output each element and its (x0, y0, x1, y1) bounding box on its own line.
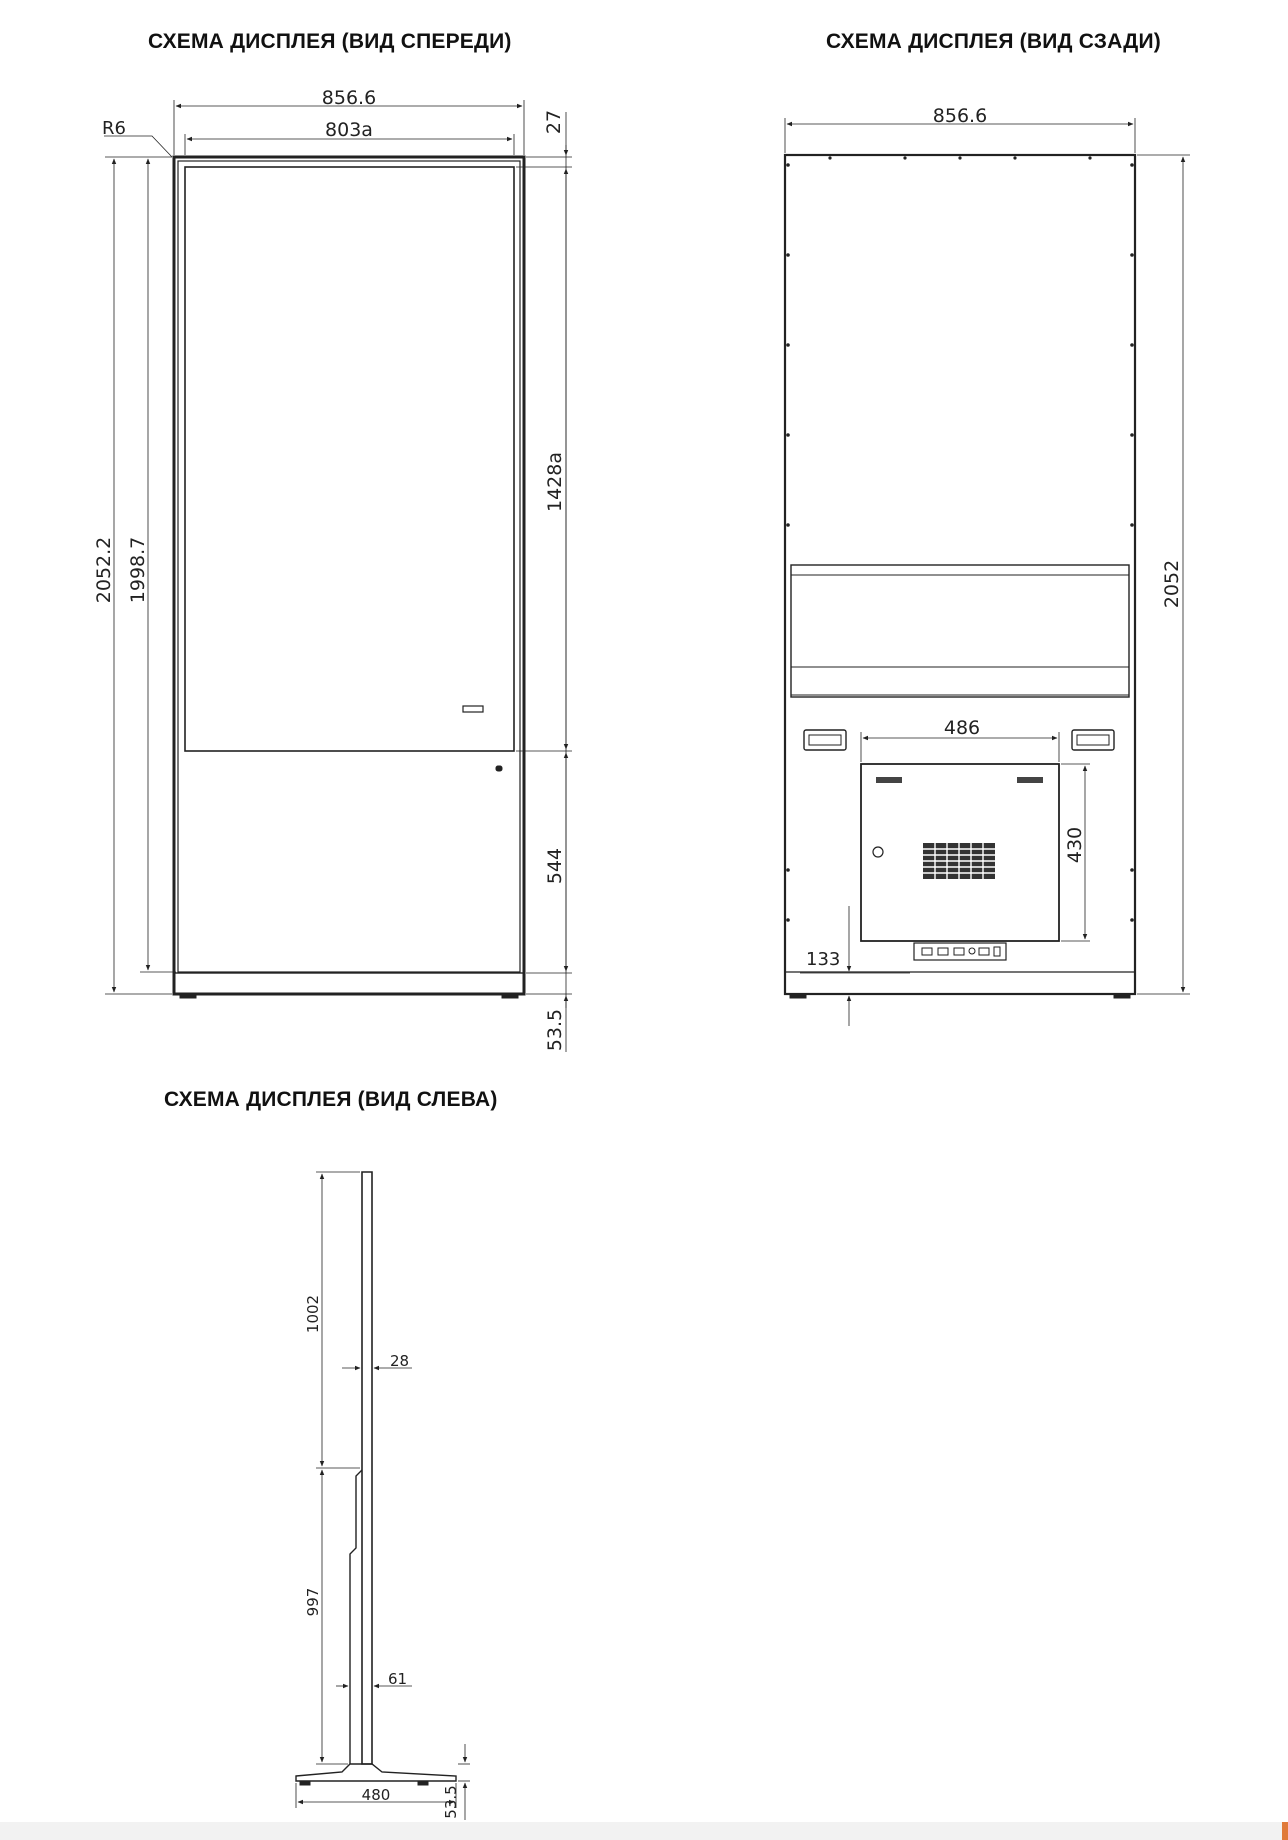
front-view (104, 100, 572, 1052)
back-box-height-label: 430 (1064, 826, 1086, 864)
front-height-total-label: 2052.2 (93, 536, 115, 604)
front-outer-frame (174, 157, 524, 994)
back-height-total-label: 2052 (1161, 559, 1183, 609)
front-inner-frame (178, 161, 520, 972)
back-box-offset-label: 133 (806, 949, 841, 970)
scroll-accent (1282, 1822, 1288, 1840)
front-foot-left (180, 994, 196, 998)
back-ports-panel (914, 943, 1006, 960)
page-bottom-strip (0, 1822, 1288, 1840)
front-base (174, 973, 524, 994)
front-base-height-label: 53.5 (544, 1008, 566, 1052)
front-radius-label: R6 (102, 118, 126, 139)
side-view-title: СХЕМА ДИСПЛЕЯ (ВИД СЛЕВА) (164, 1088, 498, 1111)
front-lower-panel-label: 544 (544, 847, 566, 885)
side-lower-height-label: 997 (304, 1587, 322, 1617)
side-upper-height-label: 1002 (304, 1294, 322, 1334)
back-lock-icon (873, 847, 883, 857)
front-width-screen-label: 803a (325, 119, 373, 141)
side-view (296, 1172, 470, 1820)
side-dimension-labels (304, 1295, 460, 1819)
side-profile (362, 1172, 372, 1764)
back-handle-right (1072, 730, 1114, 750)
back-rivets (786, 156, 1134, 921)
side-base-width-label: 480 (361, 1786, 391, 1804)
front-indicator (496, 766, 502, 771)
back-dimension-labels (806, 105, 1183, 970)
side-base-height-label: 53.5 (442, 1785, 460, 1819)
front-screen-height-label: 1428a (544, 452, 566, 512)
front-top-bezel-label: 27 (543, 109, 565, 135)
front-width-total-label: 856.6 (321, 87, 377, 109)
front-sensor (463, 706, 483, 712)
back-box-width-label: 486 (943, 717, 981, 739)
front-foot-right (502, 994, 518, 998)
side-thickness-top-label: 28 (390, 1352, 410, 1370)
side-base (296, 1764, 456, 1781)
back-view-title: СХЕМА ДИСПЛЕЯ (ВИД СЗАДИ) (826, 30, 1161, 53)
side-thickness-bottom-label: 61 (388, 1670, 408, 1688)
back-compartment (791, 565, 1129, 697)
back-width-total-label: 856.6 (932, 105, 988, 127)
front-view-title: СХЕМА ДИСПЛЕЯ (ВИД СПЕРЕДИ) (148, 30, 512, 53)
back-handle-left (804, 730, 846, 750)
back-view (785, 118, 1190, 1026)
front-dimension-labels (93, 87, 566, 1051)
front-height-inner-label: 1998.7 (127, 536, 149, 604)
front-screen (185, 167, 514, 751)
